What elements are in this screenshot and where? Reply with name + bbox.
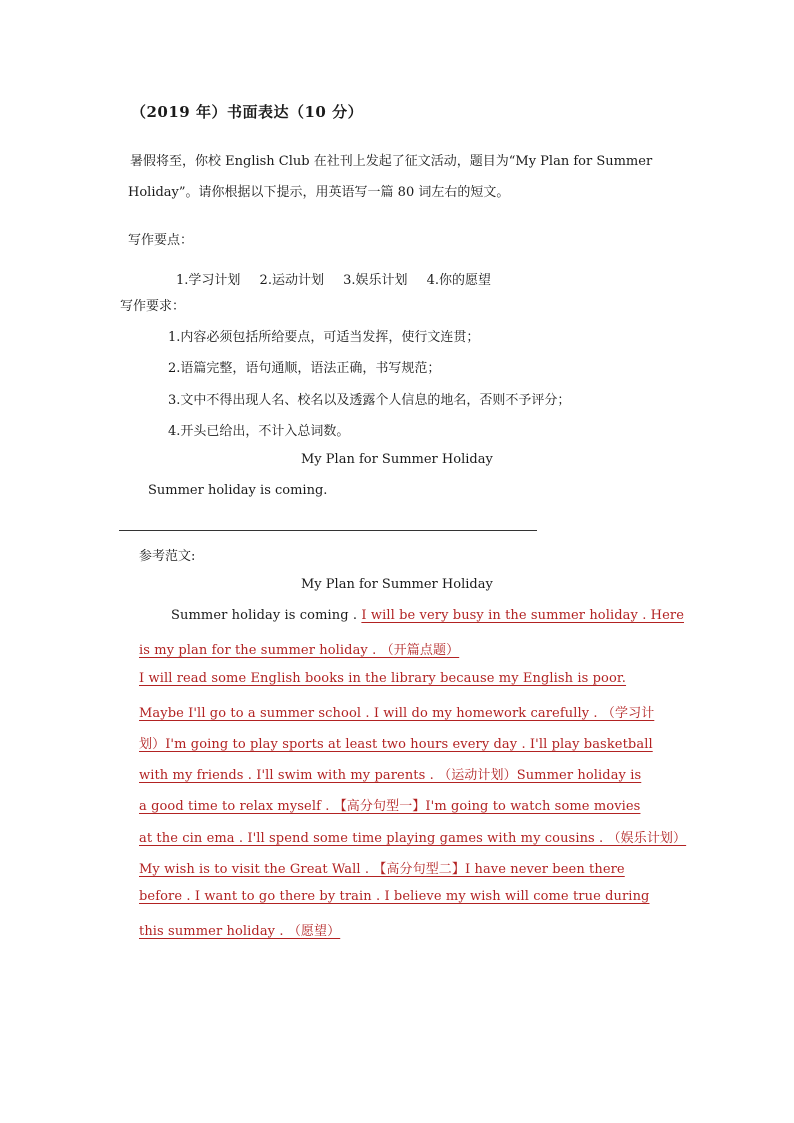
point-item: 1.学习计划 [176,273,241,288]
reference-line [139,764,641,783]
reference-text-highlighted: at the cin ema . I'll spend some time playing games with my cousins . （娱乐计划） [139,831,687,846]
reference-line [139,889,649,904]
reference-line [139,702,654,721]
requirement-item: 2.语篇完整，语句通顺，语法正确，书写规范； [168,361,441,376]
requirements-heading: 写作要求： [120,299,186,314]
reference-text-highlighted: My wish is to visit the Great Wall . 【高分句型二】I have never been there [139,862,625,877]
reference-line [139,858,625,877]
reference-text-highlighted: a good time to relax myself . 【高分句型一】I'm going to watch some movies [139,799,641,814]
essay-title: My Plan for Summer Holiday [301,452,493,467]
reference-line [139,827,686,846]
reference-line [139,920,340,939]
points-list [176,269,506,288]
reference-text-highlighted: 划）I'm going to play sports at least two hours every day . I'll play basketball [139,737,653,752]
prompt-line-1: 暑假将至，你校 English Club 在社刊上发起了征文活动，题目为“My Plan for Summer [130,154,653,169]
exercise-title: （2019 年）书面表达（10 分） [131,103,364,121]
reference-text-highlighted: before . I want to go there by train . I believe my wish will come true during [139,889,650,904]
requirement-item: 4.开头已给出，不计入总词数。 [168,424,350,439]
reference-text-highlighted: I will be very busy in the summer holiday . Here [361,608,684,623]
reference-text-highlighted: Maybe I'll go to a summer school . I will do my homework carefully . （学习计 [139,706,655,721]
prompt-line-2: Holiday”。请你根据以下提示，用英语写一篇 80 词左右的短文。 [128,185,510,200]
points-heading: 写作要点： [128,233,194,248]
reference-heading: 参考范文: [139,549,196,564]
reference-line [139,671,626,686]
point-item: 3.娱乐计划 [343,273,408,288]
point-item: 4.你的愿望 [426,273,492,288]
reference-text: Summer holiday is coming . [171,608,362,623]
reference-text-highlighted: is my plan for the summer holiday . （开篇点题） [139,643,460,658]
reference-line [171,608,684,623]
point-item: 2.运动计划 [259,273,324,288]
reference-text-highlighted: this summer holiday . （愿望） [139,924,341,939]
essay-opening: Summer holiday is coming. [148,483,328,498]
reference-text-highlighted: with my friends . I'll swim with my parents . （运动计划）Summer holiday is [139,768,642,783]
requirement-item: 3.文中不得出现人名、校名以及透露个人信息的地名，否则不予评分； [168,393,571,408]
reference-line [139,795,640,814]
reference-line [139,733,653,752]
requirement-item: 1.内容必须包括所给要点，可适当发挥，使行文连贯； [168,330,480,345]
reference-title: My Plan for Summer Holiday [301,577,493,592]
answer-line [119,530,537,531]
reference-line [139,639,459,658]
reference-text-highlighted: I will read some English books in the library because my English is poor. [139,671,627,686]
